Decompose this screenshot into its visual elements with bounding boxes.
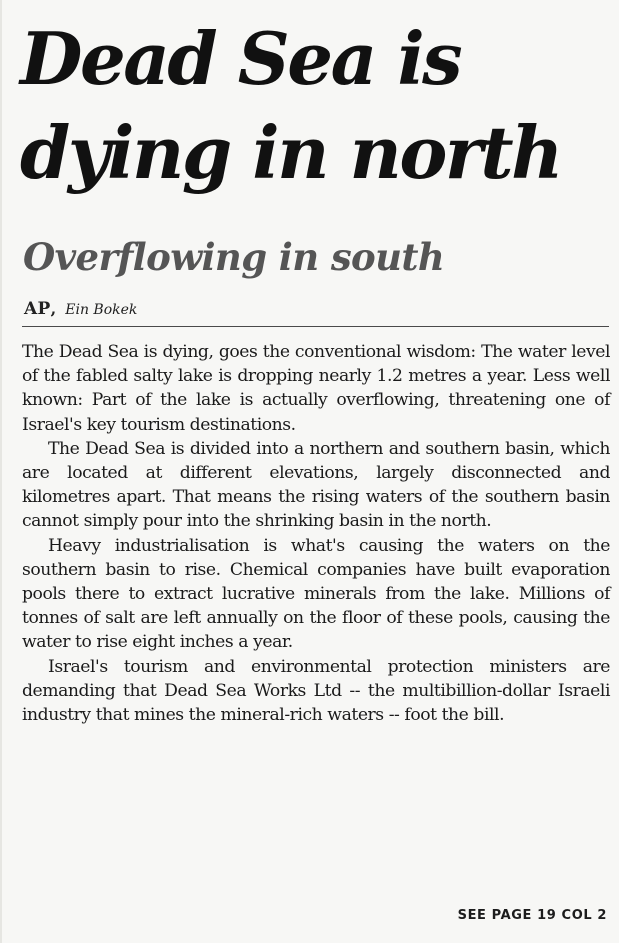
article-paragraph-1: The Dead Sea is dying, goes the conventional wisdom: The water level of the fabled salty lake is dropping nearly 1.2 metres a year. Less well known: Part of the lake is actually overflowing, threatening one of Israel's key tourism destinations. bbox=[22, 342, 610, 435]
byline bbox=[24, 298, 137, 321]
headline bbox=[20, 12, 619, 200]
article-paragraph-2: The Dead Sea is divided into a northern and southern basin, which are located at different elevations, largely disconnected and kilometres apart. That means the rising waters of the southern basin cannot simply pour into the shrinking basin in the north. bbox=[22, 438, 610, 532]
continuation-note: SEE PAGE 19 COL 2 bbox=[457, 908, 607, 923]
headline-line-2: dying in north bbox=[20, 110, 561, 195]
article-body bbox=[22, 340, 610, 727]
article-paragraph-3: Heavy industrialisation is what's causing the waters on the southern basin to rise. Chemical companies have built evaporation pools there to extract lucrative minerals from the lake. Millions of tonnes of salt are left annually on the floor of these pools, causing the water to rise eight inches a year. bbox=[22, 535, 610, 653]
article-paragraph-4: Israel's tourism and environmental protection ministers are demanding that Dead Sea Works Ltd -- the multibillion-dollar Israeli industry that mines the mineral-rich waters -- foot the bill. bbox=[22, 656, 610, 726]
subheadline: Overflowing in south bbox=[23, 235, 445, 279]
byline-location: Ein Bokek bbox=[65, 302, 138, 318]
byline-agency: AP bbox=[24, 299, 51, 319]
byline-separator: , bbox=[50, 299, 57, 318]
byline-divider bbox=[22, 326, 609, 327]
headline-line-1: Dead Sea is bbox=[20, 16, 461, 101]
